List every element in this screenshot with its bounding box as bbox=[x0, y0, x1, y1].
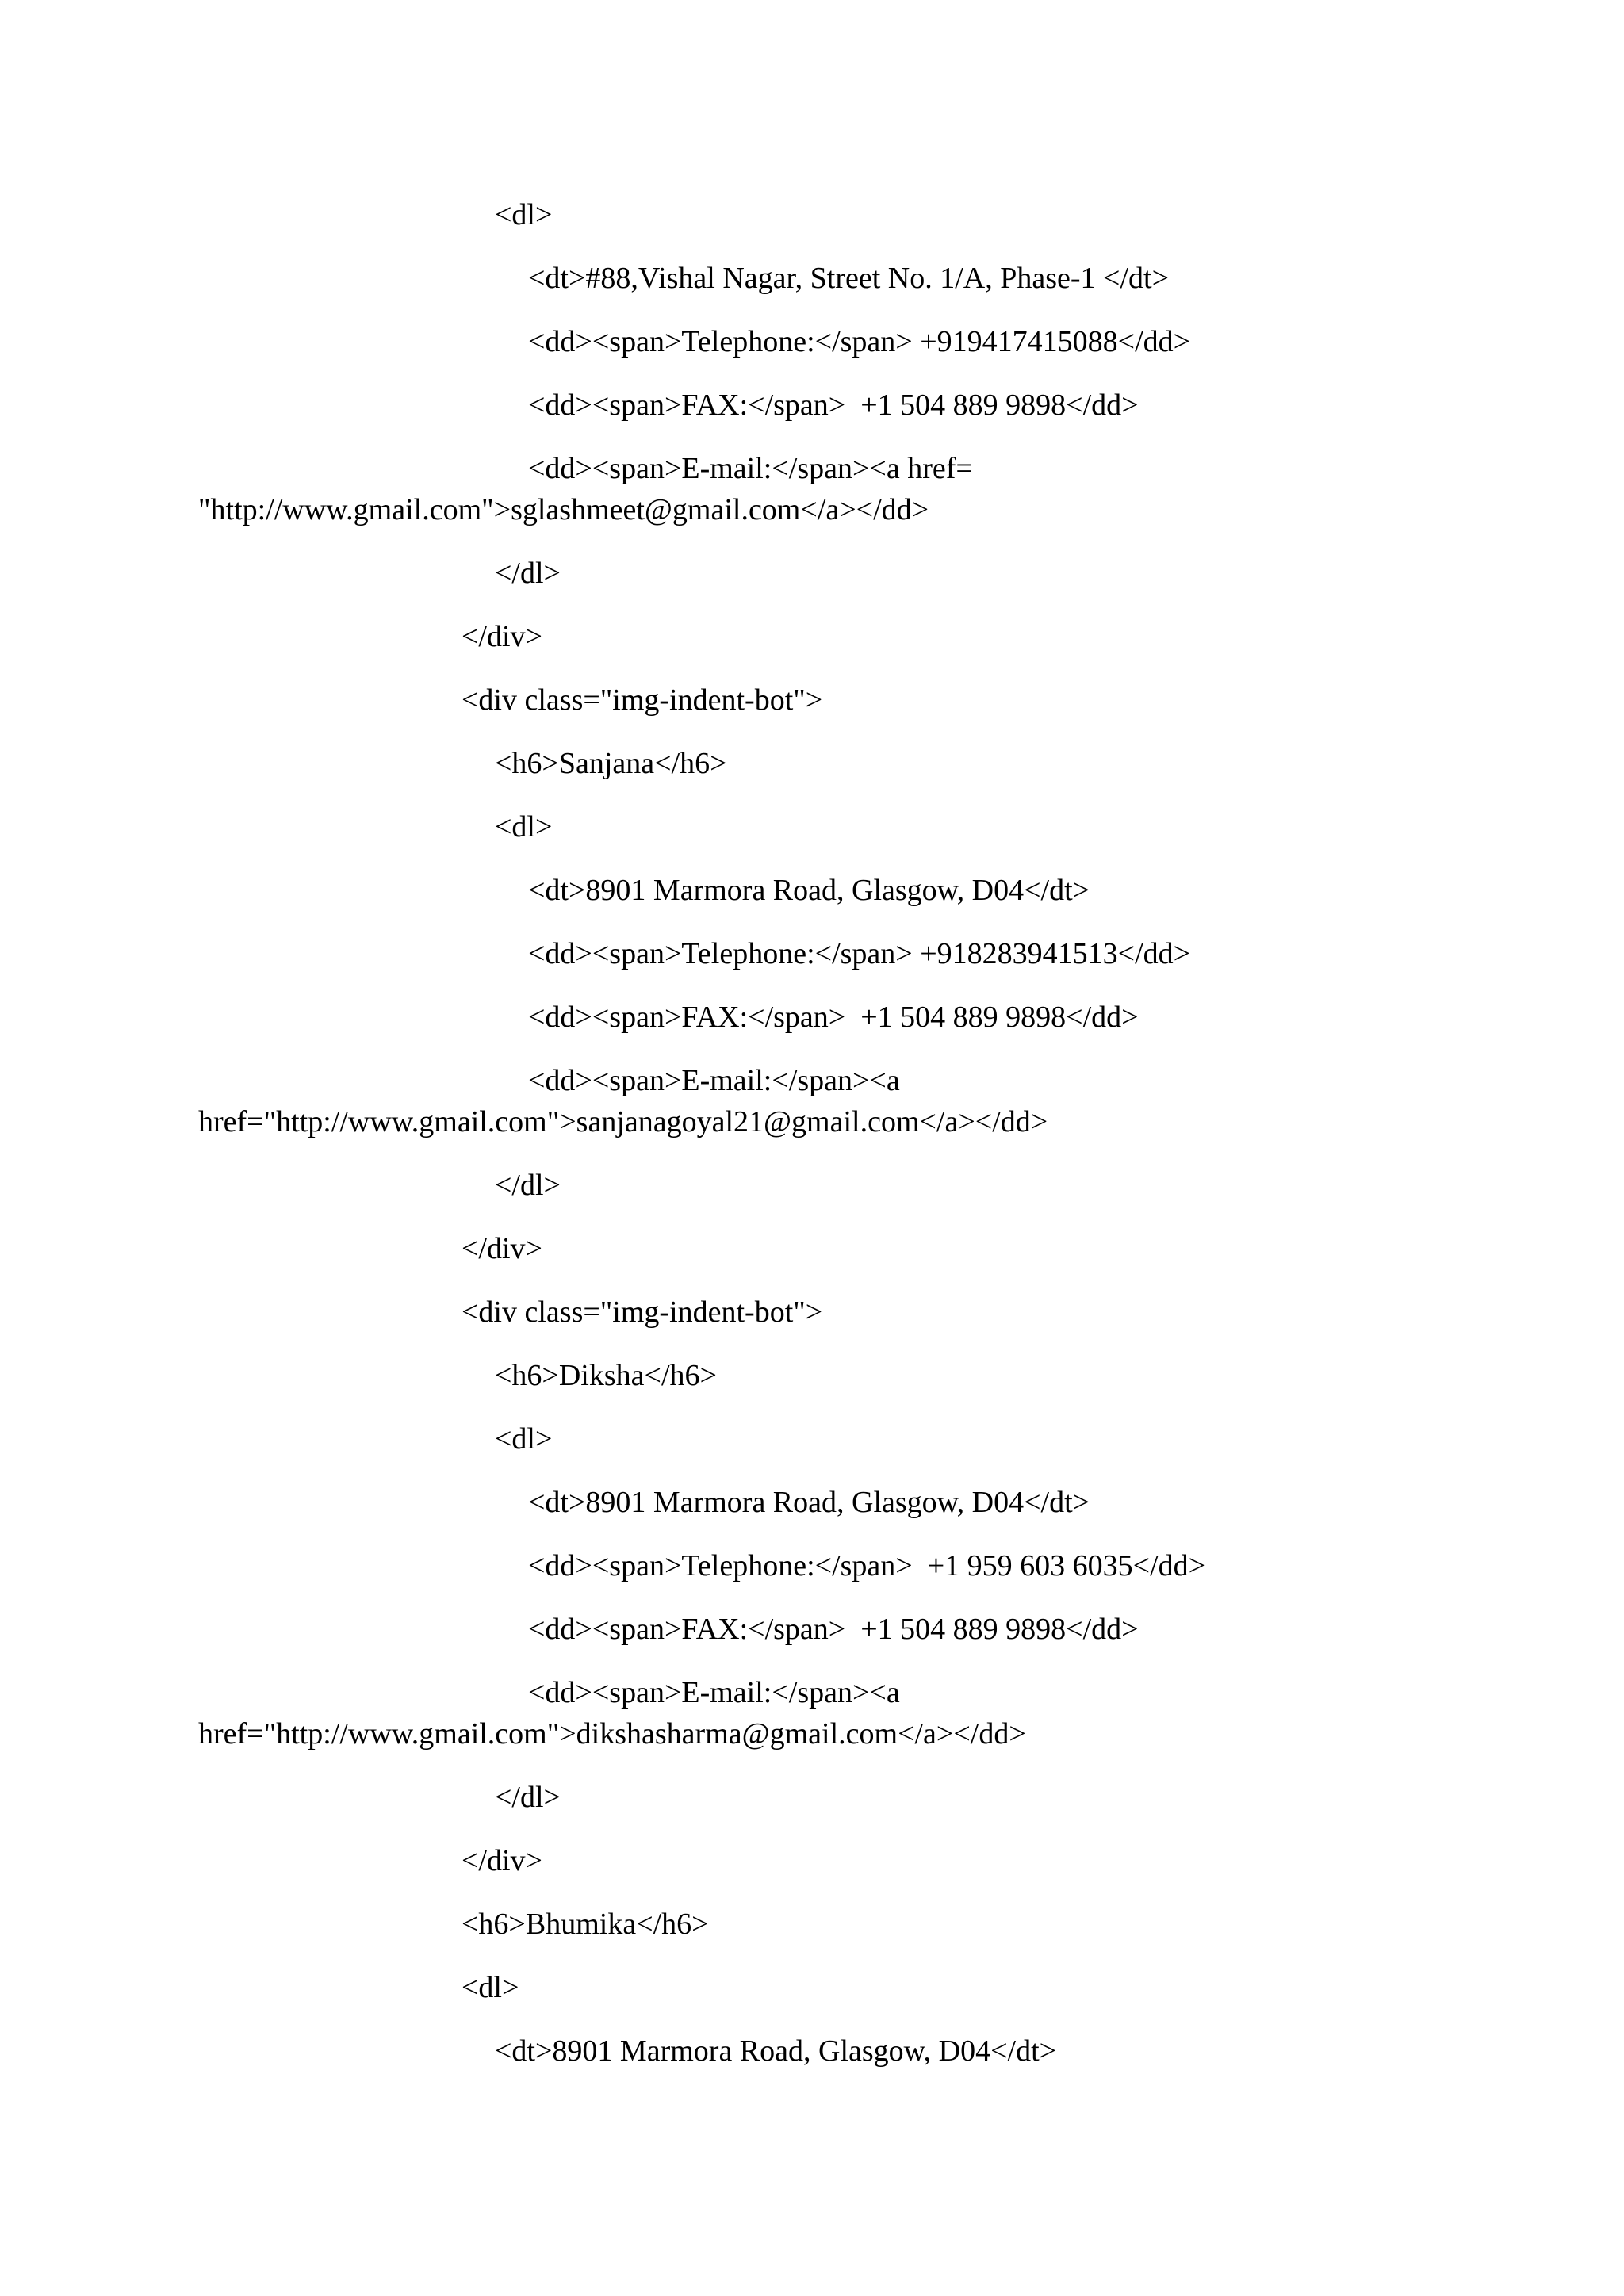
code-line: <dt>8901 Marmora Road, Glasgow, D04</dt> bbox=[528, 874, 1090, 907]
code-line: </dl> bbox=[495, 1781, 561, 1814]
code-line: <dt>#88,Vishal Nagar, Street No. 1/A, Phase-1 </dt> bbox=[528, 262, 1170, 295]
code-line: <dd><span>FAX:</span> +1 504 889 9898</dd> bbox=[528, 1613, 1139, 1646]
code-line: </div> bbox=[462, 1844, 542, 1877]
code-line: <dd><span>Telephone:</span> +1 959 603 6035</dd> bbox=[528, 1549, 1206, 1582]
code-line: "http://www.gmail.com">sglashmeet@gmail.com</a></dd> bbox=[198, 493, 929, 526]
code-line: <dl> bbox=[462, 1971, 519, 2004]
code-line: href="http://www.gmail.com">dikshasharma@gmail.com</a></dd> bbox=[198, 1717, 1026, 1751]
code-line: <dd><span>E-mail:</span><a bbox=[528, 1064, 900, 1097]
code-line: <dt>8901 Marmora Road, Glasgow, D04</dt> bbox=[495, 2034, 1057, 2068]
code-line: </div> bbox=[462, 1232, 542, 1265]
code-line: <dd><span>E-mail:</span><a bbox=[528, 1676, 900, 1709]
code-line: <h6>Bhumika</h6> bbox=[462, 1908, 709, 1941]
code-line: <div class="img-indent-bot"> bbox=[462, 1295, 823, 1329]
code-line: </dl> bbox=[495, 1169, 561, 1202]
code-line: <dd><span>FAX:</span> +1 504 889 9898</dd> bbox=[528, 1001, 1139, 1034]
code-line: <h6>Diksha</h6> bbox=[495, 1359, 717, 1392]
code-line: <h6>Sanjana</h6> bbox=[495, 747, 727, 780]
code-line: <dl> bbox=[495, 1422, 553, 1456]
code-line: <dd><span>Telephone:</span> +918283941513</dd> bbox=[528, 937, 1191, 970]
code-line: <dd><span>E-mail:</span><a href= bbox=[528, 452, 973, 485]
code-line: <dd><span>Telephone:</span> +919417415088</dd> bbox=[528, 325, 1191, 358]
code-line: <div class="img-indent-bot"> bbox=[462, 683, 823, 717]
code-line: <dl> bbox=[495, 198, 553, 232]
code-line: <dl> bbox=[495, 810, 553, 844]
code-line: <dt>8901 Marmora Road, Glasgow, D04</dt> bbox=[528, 1486, 1090, 1519]
code-line: </div> bbox=[462, 620, 542, 653]
code-line: <dd><span>FAX:</span> +1 504 889 9898</dd> bbox=[528, 388, 1139, 422]
code-line: </dl> bbox=[495, 557, 561, 590]
code-line: href="http://www.gmail.com">sanjanagoyal21@gmail.com</a></dd> bbox=[198, 1105, 1048, 1138]
